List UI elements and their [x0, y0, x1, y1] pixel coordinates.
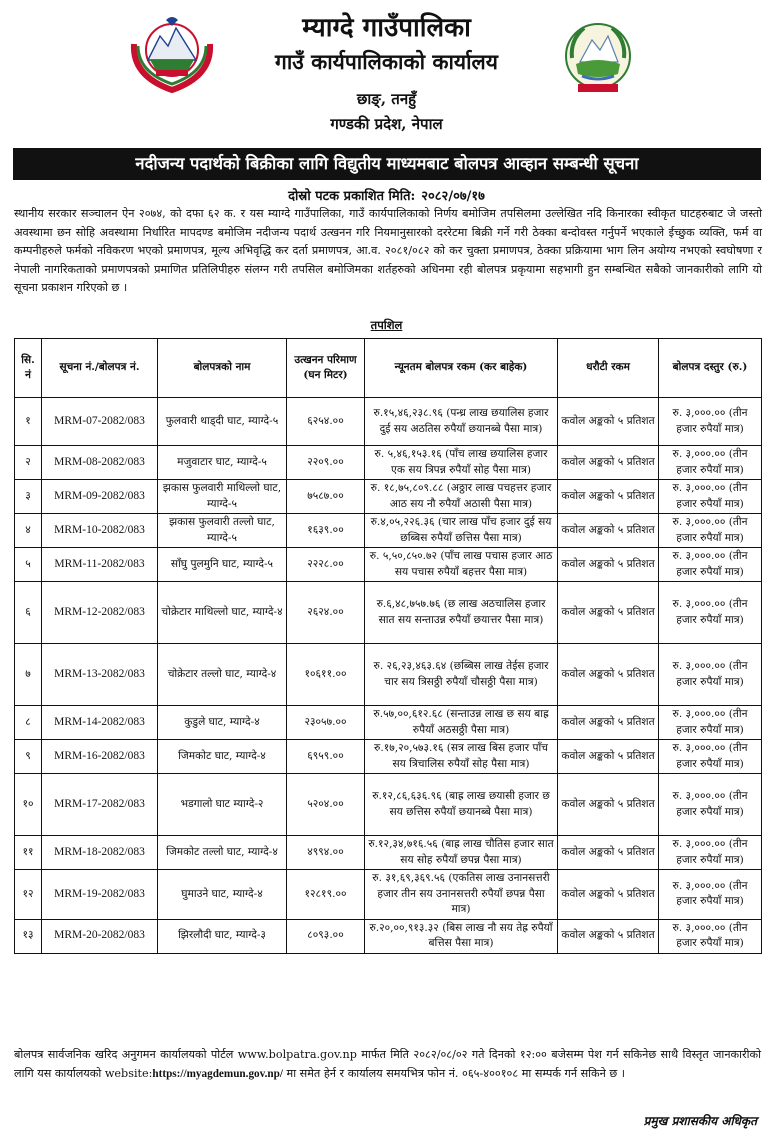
- table-header-row: [15, 339, 762, 398]
- min-amount-cell: रु. ३१,६९,३६९.५६ (एकतिस लाख उनानसत्तरी हजार तीन सय उनानसत्तरी रुपैयाँ छपन्न पैसा मात्र): [365, 870, 558, 920]
- tender-name-cell: मजुवाटार घाट, म्याग्दे-५: [158, 446, 287, 480]
- col-header-deposit: धरौटी रकम: [558, 339, 659, 398]
- tender-number-cell: MRM-18-2082/083: [42, 836, 158, 870]
- tender-number-cell: MRM-13-2082/083: [42, 644, 158, 706]
- tender-table: [14, 338, 762, 954]
- min-amount-cell: रु.१२,३४,७१६.५६ (बाह्र लाख चौतिस हजार सात सय सोह रुपैयाँ छपन्न पैसा मात्र): [365, 836, 558, 870]
- office-address: छाङ्, तनहुँ: [356, 90, 417, 108]
- tender-name-cell: चोक्रेटार तल्लो घाट, म्याग्दे-४: [158, 644, 287, 706]
- footer-paragraph: [14, 1046, 761, 1083]
- deposit-cell: कवोल अङ्कको ५ प्रतिशत: [558, 514, 659, 548]
- deposit-cell: कवोल अङ्कको ५ प्रतिशत: [558, 480, 659, 514]
- min-amount-cell: रु. १८,७५,८०९.८८ (अठ्ठार लाख पचहत्तर हजार आठ सय नौ रुपैयाँ अठासी पैसा मात्र): [365, 480, 558, 514]
- col-header-fee: बोलपत्र दस्तुर (रु.): [659, 339, 762, 398]
- min-amount-cell: रु.४,०५,२२६.३६ (चार लाख पाँच हजार दुई सय छब्बिस रुपैयाँ छत्तिस पैसा मात्र): [365, 514, 558, 548]
- sn-cell: १: [15, 398, 42, 446]
- min-amount-cell: रु.२०,००,९१३.३२ (बिस लाख नौ सय तेह्र रुपैयाँ बत्तिस पैसा मात्र): [365, 919, 558, 953]
- publication-date-value: २०८२/०७/१७: [421, 189, 485, 204]
- col-header-name: बोलपत्रको नाम: [158, 339, 287, 398]
- tender-number-cell: MRM-10-2082/083: [42, 514, 158, 548]
- fee-cell: रु. ३,०००.०० (तीन हजार रुपैयाँ मात्र): [659, 644, 762, 706]
- min-amount-cell: रु.६,४८,७५७.७६ (छ लाख अठचालिस हजार सात सय सन्ताउन्न रुपैयाँ छयात्तर पैसा मात्र): [365, 582, 558, 644]
- sn-cell: १३: [15, 919, 42, 953]
- min-amount-cell: रु. ५,४६,१५३.१६ (पाँच लाख छयालिस हजार एक सय त्रिपन्न रुपैयाँ सोह पैसा मात्र): [365, 446, 558, 480]
- fee-cell: रु. ३,०००.०० (तीन हजार रुपैयाँ मात्र): [659, 582, 762, 644]
- tender-name-cell: झिरलौदी घाट, म्याग्दे-३: [158, 919, 287, 953]
- sn-cell: ३: [15, 480, 42, 514]
- fee-cell: रु. ३,०००.०० (तीन हजार रुपैयाँ मात्र): [659, 836, 762, 870]
- quantity-cell: २२२८.००: [287, 548, 365, 582]
- fee-cell: रु. ३,०००.०० (तीन हजार रुपैयाँ मात्र): [659, 398, 762, 446]
- min-amount-cell: रु. २६,२३,४६३.६४ (छब्बिस लाख तेईस हजार चार सय त्रिसठ्ठी रुपैयाँ चौसठ्ठी पैसा मात्र): [365, 644, 558, 706]
- tender-name-cell: घुमाउने घाट, म्याग्दे-४: [158, 870, 287, 920]
- footer-text-1: बोलपत्र सार्वजनिक खरिद अनुगमन कार्यालयको पोर्टल www.bolpatra.gov.np मार्फत मिति २०८२/०८/०२ गते दिनको १२:०० बजेसम्म पेश गर्न सकिनेछ साथै विस्तृत जानकारीको लागि यस कार्यालयको website:: [14, 1048, 761, 1080]
- sn-cell: ११: [15, 836, 42, 870]
- deposit-cell: कवोल अङ्कको ५ प्रतिशत: [558, 740, 659, 774]
- deposit-cell: कवोल अङ्कको ५ प्रतिशत: [558, 644, 659, 706]
- tender-name-cell: जिमकोट तल्लो घाट, म्याग्दे-४: [158, 836, 287, 870]
- quantity-cell: ८०९३.००: [287, 919, 365, 953]
- deposit-cell: कवोल अङ्कको ५ प्रतिशत: [558, 870, 659, 920]
- tender-number-cell: MRM-08-2082/083: [42, 446, 158, 480]
- deposit-cell: कवोल अङ्कको ५ प्रतिशत: [558, 398, 659, 446]
- fee-cell: रु. ३,०००.०० (तीन हजार रुपैयाँ मात्र): [659, 740, 762, 774]
- quantity-cell: १२८१९.००: [287, 870, 365, 920]
- sn-cell: ७: [15, 644, 42, 706]
- fee-cell: रु. ३,०००.०० (तीन हजार रुपैयाँ मात्र): [659, 446, 762, 480]
- publication-date-label: दोस्रो पटक प्रकाशित मिति:: [288, 189, 416, 204]
- quantity-cell: ६२५४.००: [287, 398, 365, 446]
- table-row: [15, 514, 762, 548]
- sn-cell: ४: [15, 514, 42, 548]
- table-row: [15, 740, 762, 774]
- col-header-sn: सि. नं: [15, 339, 42, 398]
- fee-cell: रु. ३,०००.०० (तीन हजार रुपैयाँ मात्र): [659, 514, 762, 548]
- col-header-min-amount: न्यूनतम बोलपत्र रकम (कर बाहेक): [365, 339, 558, 398]
- deposit-cell: कवोल अङ्कको ५ प्रतिशत: [558, 919, 659, 953]
- tender-number-cell: MRM-16-2082/083: [42, 740, 158, 774]
- sn-cell: ९: [15, 740, 42, 774]
- min-amount-cell: रु.५७,००,६१२.६८ (सन्ताउन्न लाख छ सय बाह्र रुपैयाँ अठसठ्ठी पैसा मात्र): [365, 706, 558, 740]
- quantity-cell: ४९९४.००: [287, 836, 365, 870]
- table-row: [15, 480, 762, 514]
- tender-name-cell: भडगालो घाट म्याग्दे-२: [158, 774, 287, 836]
- table-row: [15, 870, 762, 920]
- tender-name-cell: झकास फुलवारी तल्लो घाट, म्याग्दे-५: [158, 514, 287, 548]
- website-link[interactable]: https://myagdemun.gov.np/: [152, 1067, 283, 1080]
- table-row: [15, 446, 762, 480]
- table-row: [15, 836, 762, 870]
- table-row: [15, 398, 762, 446]
- col-header-quantity: उत्खनन परिमाण (घन मिटर): [287, 339, 365, 398]
- fee-cell: रु. ३,०००.०० (तीन हजार रुपैयाँ मात्र): [659, 706, 762, 740]
- sn-cell: ६: [15, 582, 42, 644]
- quantity-cell: १६३९.००: [287, 514, 365, 548]
- tender-name-cell: झकास फुलवारी माथिल्लो घाट, म्याग्दे-५: [158, 480, 287, 514]
- tender-name-cell: जिमकोट घाट, म्याग्दे-४: [158, 740, 287, 774]
- publication-date: [0, 186, 773, 204]
- tender-number-cell: MRM-17-2082/083: [42, 774, 158, 836]
- notice-title: नदीजन्य पदार्थको बिक्रीका लागि विद्युतीय माध्यमबाट बोलपत्र आव्हान सम्बन्धी सूचना: [13, 148, 761, 180]
- min-amount-cell: रु.१७,२०,५७३.१६ (सत्र लाख बिस हजार पाँच सय त्रिचालिस रुपैयाँ सोह पैसा मात्र): [365, 740, 558, 774]
- min-amount-cell: रु.१२,८६,६३६.९६ (बाह्र लाख छयासी हजार छ सय छत्तिस रुपैयाँ छयानब्बे पैसा मात्र): [365, 774, 558, 836]
- sn-cell: १२: [15, 870, 42, 920]
- table-row: [15, 548, 762, 582]
- tender-number-cell: MRM-19-2082/083: [42, 870, 158, 920]
- fee-cell: रु. ३,०००.०० (तीन हजार रुपैयाँ मात्र): [659, 870, 762, 920]
- col-header-notice-no: सूचना नं./बोलपत्र नं.: [42, 339, 158, 398]
- deposit-cell: कवोल अङ्कको ५ प्रतिशत: [558, 548, 659, 582]
- intro-paragraph: स्थानीय सरकार सञ्चालन ऐन २०७४, को दफा ६२ क. र यस म्याग्दे गाउँपालिका, गाउँ कार्यपालिकाको निर्णय बमोजिम तपसिलमा उल्लेखित नदि किनारका स्वीकृत घाटहरुबाट जे जस्तो अवस्थामा छन सोहि अवस्थामा निर्धारित मापदण्ड बमोजिम नदीजन्य पदार्थ उत्खनन गरि नियमानुसारको दररेटमा बिक्री गर्ने गरी ठेक्का बन्दोवस्त गर्नुपर्ने भएकाले ईच्छुक व्यक्ति, फर्म वा कम्पनीहरुले फर्मको नविकरण भएको प्रमाणपत्र, मूल्य अभिवृद्धि कर दर्ता प्रमाणपत्र, आ.व. २०८१/०८२ को कर चुक्ता प्रमाणपत्र, ठेक्का प्रक्रियामा भाग लिन अयोग्य नभएको स्वघोषणा र नेपाली नागरिकताको प्रमाणपत्रको प्रमाणित प्रतिलिपीहरु संलग्न गरी तपसिल बमोजिमका शर्तहरुको अधिनमा रही बोलपत्र प्रकृयामा सहभागी हुन सम्बन्धित सबैको जानकारीको लागि यो सूचना प्रकाशन गरिएको छ ।: [14, 207, 762, 294]
- tender-number-cell: MRM-11-2082/083: [42, 548, 158, 582]
- quantity-cell: ७५८७.००: [287, 480, 365, 514]
- tender-name-cell: साँघु पुलमुनि घाट, म्याग्दे-५: [158, 548, 287, 582]
- signatory-title: प्रमुख प्रशासकीय अधिकृत: [643, 1114, 757, 1128]
- tender-number-cell: MRM-07-2082/083: [42, 398, 158, 446]
- quantity-cell: २२०९.००: [287, 446, 365, 480]
- fee-cell: रु. ३,०००.०० (तीन हजार रुपैयाँ मात्र): [659, 774, 762, 836]
- schedule-heading: तपशिल: [370, 318, 403, 332]
- province-name: गण्डकी प्रदेश, नेपाल: [330, 115, 443, 133]
- tender-name-cell: फुलवारी थाड्दी घाट, म्याग्दे-५: [158, 398, 287, 446]
- quantity-cell: २६२४.००: [287, 582, 365, 644]
- quantity-cell: ६९५९.००: [287, 740, 365, 774]
- table-row: [15, 582, 762, 644]
- footer-text-2: मा समेत हेर्न र कार्यालय समयभित्र फोन नं. ०६५-४००१०८ मा सम्पर्क गर्न सकिने छ ।: [282, 1066, 626, 1080]
- tender-number-cell: MRM-09-2082/083: [42, 480, 158, 514]
- deposit-cell: कवोल अङ्कको ५ प्रतिशत: [558, 774, 659, 836]
- tender-number-cell: MRM-12-2082/083: [42, 582, 158, 644]
- fee-cell: रु. ३,०००.०० (तीन हजार रुपैयाँ मात्र): [659, 919, 762, 953]
- min-amount-cell: रु. ५,५०,८५०.७२ (पाँच लाख पचास हजार आठ सय पचास रुपैयाँ बहत्तर पैसा मात्र): [365, 548, 558, 582]
- deposit-cell: कवोल अङ्कको ५ प्रतिशत: [558, 836, 659, 870]
- min-amount-cell: रु.१५,४६,२३८.९६ (पन्ध्र लाख छयालिस हजार दुई सय अठतिस रुपैयाँ छयानब्बे पैसा मात्र): [365, 398, 558, 446]
- sn-cell: ५: [15, 548, 42, 582]
- office-name: गाउँ कार्यपालिकाको कार्यालय: [275, 49, 498, 74]
- sn-cell: १०: [15, 774, 42, 836]
- table-row: [15, 919, 762, 953]
- sn-cell: २: [15, 446, 42, 480]
- table-row: [15, 644, 762, 706]
- quantity-cell: २३०५७.००: [287, 706, 365, 740]
- municipality-name: म्याग्दे गाउँपालिका: [302, 13, 471, 43]
- tender-number-cell: MRM-14-2082/083: [42, 706, 158, 740]
- table-row: [15, 774, 762, 836]
- letterhead: [0, 0, 773, 146]
- quantity-cell: ५२०४.००: [287, 774, 365, 836]
- deposit-cell: कवोल अङ्कको ५ प्रतिशत: [558, 706, 659, 740]
- sn-cell: ८: [15, 706, 42, 740]
- tender-name-cell: कुडुले घाट, म्याग्दे-४: [158, 706, 287, 740]
- fee-cell: रु. ३,०००.०० (तीन हजार रुपैयाँ मात्र): [659, 548, 762, 582]
- tender-name-cell: चोक्रेटार माथिल्लो घाट, म्याग्दे-४: [158, 582, 287, 644]
- tender-number-cell: MRM-20-2082/083: [42, 919, 158, 953]
- deposit-cell: कवोल अङ्कको ५ प्रतिशत: [558, 582, 659, 644]
- quantity-cell: १०६११.००: [287, 644, 365, 706]
- fee-cell: रु. ३,०००.०० (तीन हजार रुपैयाँ मात्र): [659, 480, 762, 514]
- table-row: [15, 706, 762, 740]
- deposit-cell: कवोल अङ्कको ५ प्रतिशत: [558, 446, 659, 480]
